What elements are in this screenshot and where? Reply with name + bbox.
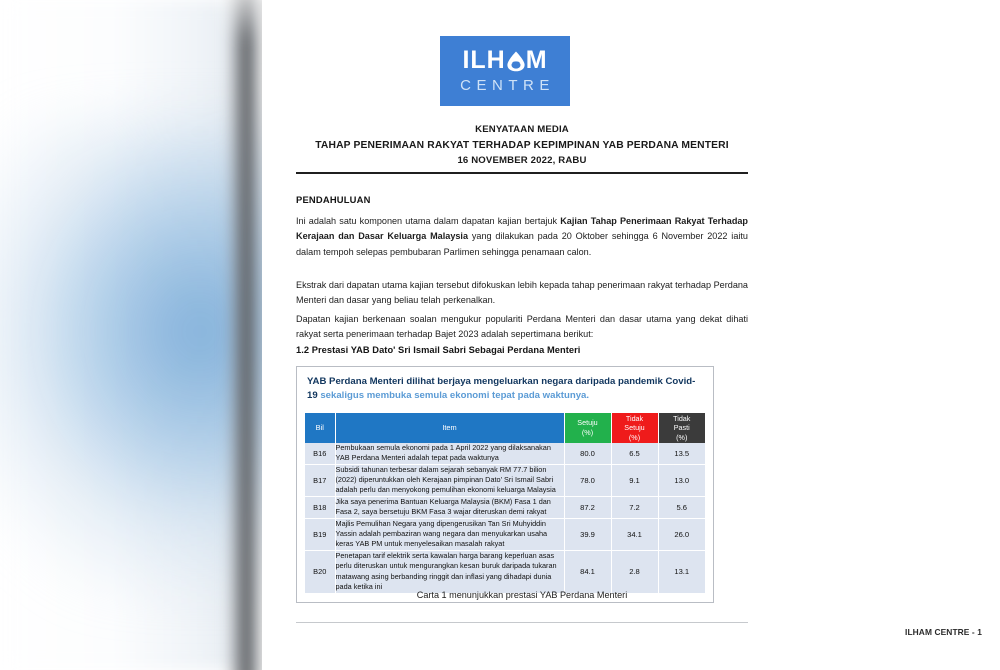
- logo-subtext: CENTRE: [460, 77, 555, 94]
- column-header-setuju-l2: (%): [581, 427, 594, 437]
- paragraph-intro: [296, 214, 748, 260]
- title-kenyataan-media: KENYATAAN MEDIA: [475, 124, 569, 135]
- column-header-tidak-setuju-l3: (%): [628, 432, 641, 442]
- column-header-setuju-l1: Setuju: [577, 418, 598, 428]
- table-row: [305, 518, 705, 550]
- title-date: 16 NOVEMBER 2022, RABU: [457, 155, 587, 166]
- cell-bil: B20: [305, 550, 335, 592]
- column-header-setuju: [564, 413, 611, 443]
- cell-item: Penetapan tarif elektrik serta kawalan harga barang keperluan asas perlu diteruskan untuk mengurangkan kesan buruk daripada tukaran matawang asing berbanding ringgit dan inflasi yang dihadapi dunia pada ketika ini: [335, 550, 564, 592]
- document-page: [262, 0, 1000, 670]
- cell-item: Pembukaan semula ekonomi pada 1 April 2022 yang dilaksanakan YAB Perdana Menteri adalah tepat pada waktunya: [335, 443, 564, 464]
- cell-bil: B16: [305, 443, 335, 464]
- cell-item: Jika saya penerima Bantuan Keluarga Malaysia (BKM) Fasa 1 dan Fasa 2, saya bersetuju BKM Fasa 3 wajar diteruskan demi rakyat: [335, 496, 564, 518]
- survey-banner-text: [307, 375, 703, 404]
- cell-setuju: 80.0: [564, 443, 611, 464]
- ilham-centre-logo: [440, 36, 570, 106]
- cell-tidak-pasti: 5.6: [658, 496, 705, 518]
- cell-tidak-setuju: 7.2: [611, 496, 658, 518]
- column-header-tidak-pasti-l1: Tidak: [673, 413, 691, 423]
- table-row: [305, 443, 705, 464]
- background-page-spine-shadow: [228, 0, 262, 670]
- column-header-item: Item: [335, 413, 564, 443]
- logo-wordmark: [440, 47, 570, 73]
- paragraph-intro-study-title: Kajian Tahap Penerimaan Rakyat Terhadap Kerajaan dan Dasar Keluarga Malaysia: [296, 216, 748, 242]
- cell-bil: B18: [305, 496, 335, 518]
- column-header-tidak-pasti-l2: Pasti: [673, 423, 690, 433]
- cell-bil: B19: [305, 518, 335, 550]
- survey-results-card: [296, 366, 714, 603]
- paragraph-findings: Dapatan kajian berkenaan soalan mengukur populariti Perdana Menteri dan dasar utama yang dekat dihati rakyat serta penerimaan terhadap Bajet 2023 adalah sepertimana berikut:: [296, 314, 748, 340]
- section-heading-pendahuluan: PENDAHULUAN: [296, 194, 371, 205]
- column-header-tidak-pasti: [658, 413, 705, 443]
- survey-banner-highlight: sekaligus membuka semula ekonomi tepat pada waktunya.: [320, 390, 590, 402]
- cell-tidak-pasti: 13.0: [658, 464, 705, 496]
- chart-caption: Carta 1 menunjukkan prestasi YAB Perdana Menteri: [416, 590, 628, 600]
- table-row: [305, 550, 705, 592]
- cell-tidak-setuju: 34.1: [611, 518, 658, 550]
- paragraph-intro-part2: yang dilakukan pada 20 Oktober sehingga 6 November 2022 iaitu dalam tempoh selepas pembubaran Parlimen sehingga penamaan calon.: [296, 231, 748, 257]
- cell-setuju: 39.9: [564, 518, 611, 550]
- cell-tidak-setuju: 2.8: [611, 550, 658, 592]
- survey-banner-dark: YAB Perdana Menteri dilihat berjaya mengeluarkan negara daripada pandemik Covid-19: [307, 376, 696, 402]
- logo-background: [440, 36, 570, 106]
- cell-tidak-setuju: 9.1: [611, 464, 658, 496]
- cell-setuju: 78.0: [564, 464, 611, 496]
- cell-item: Majlis Pemulihan Negara yang dipengerusikan Tan Sri Muhyiddin Yassin adalah pembaziran wang negara dan menyukarkan usaha keras YAB PM untuk menyelesaikan masalah rakyat: [335, 518, 564, 550]
- cell-bil: B17: [305, 464, 335, 496]
- cell-tidak-pasti: 13.5: [658, 443, 705, 464]
- footer-page-label: ILHAM CENTRE - 1: [905, 627, 982, 637]
- cell-tidak-setuju: 6.5: [611, 443, 658, 464]
- table-header-row: [305, 413, 705, 443]
- paragraph-intro-part1: Ini adalah satu komponen utama dalam dapatan kajian bertajuk: [296, 216, 561, 226]
- header-divider: [296, 172, 748, 174]
- paragraph-extract: Ekstrak dari dapatan utama kajian tersebut difokuskan lebih kepada tahap penerimaan rakyat terhadap Perdana Menteri dan dasar yang beliau telah perkenalkan.: [296, 280, 748, 306]
- title-subject: TAHAP PENERIMAAN RAKYAT TERHADAP KEPIMPINAN YAB PERDANA MENTERI: [315, 139, 729, 151]
- cell-tidak-pasti: 26.0: [658, 518, 705, 550]
- survey-results-table: [305, 413, 705, 593]
- column-header-bil: Bil: [305, 413, 335, 443]
- water-drop-icon: [505, 50, 527, 72]
- table-row: [305, 464, 705, 496]
- table-row: [305, 496, 705, 518]
- logo-wordmark-m: M: [525, 46, 548, 74]
- column-header-tidak-setuju-l1: Tidak: [625, 413, 644, 423]
- document-title-block: [296, 122, 748, 169]
- subsection-heading-prestasi: 1.2 Prestasi YAB Dato' Sri Ismail Sabri Sebagai Perdana Menteri: [296, 345, 581, 355]
- column-header-tidak-setuju: [611, 413, 658, 443]
- column-header-tidak-setuju-l2: Setuju: [624, 423, 645, 433]
- cell-setuju: 84.1: [564, 550, 611, 592]
- cell-tidak-pasti: 13.1: [658, 550, 705, 592]
- cell-setuju: 87.2: [564, 496, 611, 518]
- logo-wordmark-ilh: ILH: [462, 46, 506, 74]
- column-header-tidak-pasti-l3: (%): [676, 432, 688, 442]
- footer-divider: [296, 622, 748, 623]
- cell-item: Subsidi tahunan terbesar dalam sejarah sebanyak RM 77.7 bilion (2022) diperuntukkan oleh Kerajaan pimpinan Dato' Sri Ismail Sabri adalah perlu dan menyokong pemulihan ekonomi keluarga Malaysia: [335, 464, 564, 496]
